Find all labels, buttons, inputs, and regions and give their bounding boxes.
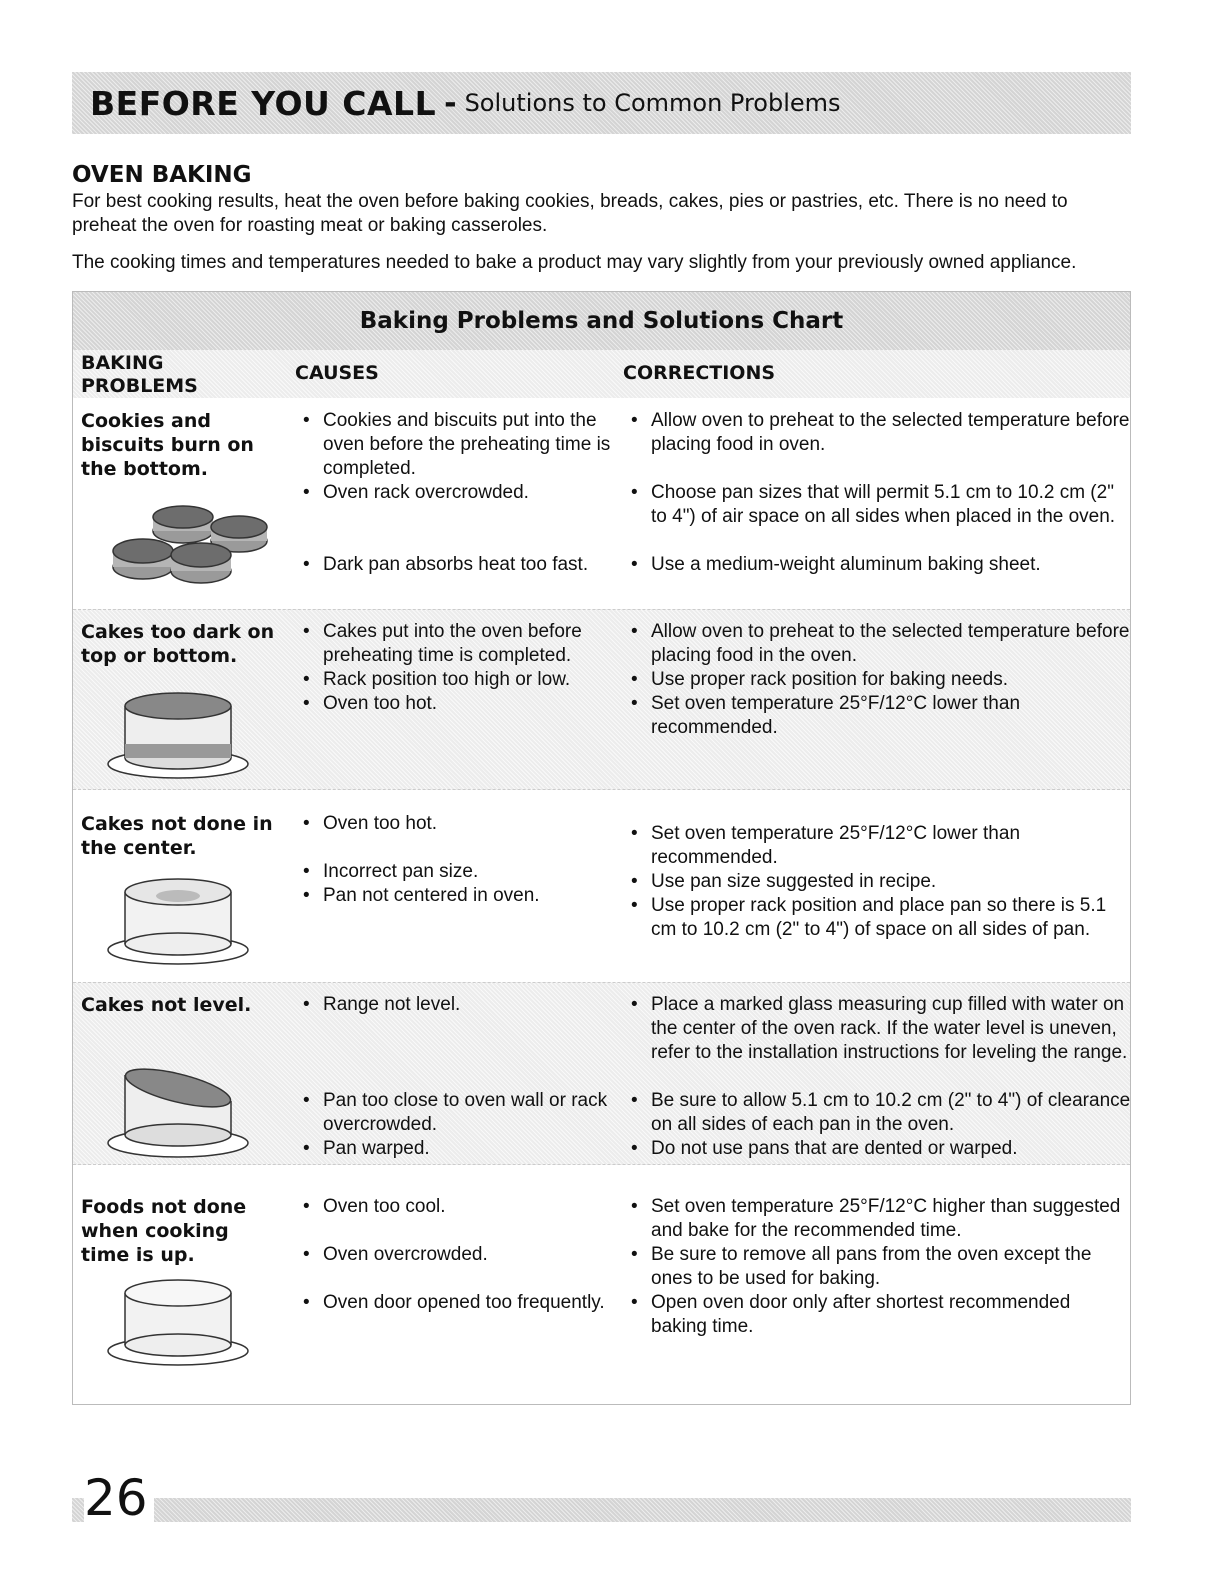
corrections-list bbox=[631, 993, 1131, 1163]
header-separator: - bbox=[444, 85, 457, 121]
causes-list bbox=[303, 409, 623, 599]
problem-row-foods-not-done bbox=[73, 1175, 1130, 1375]
column-header-causes: CAUSES bbox=[295, 362, 379, 384]
problem-label: Foods not done when cooking time is up. bbox=[81, 1196, 247, 1266]
correction-item: • Use a medium-weight aluminum baking sheet. bbox=[631, 553, 1131, 577]
correction-item: • Allow oven to preheat to the selected temperature before placing food in the oven. bbox=[631, 620, 1131, 668]
undone-cake-icon bbox=[103, 872, 253, 967]
correction-item: • Use pan size suggested in recipe. bbox=[631, 870, 1131, 894]
correction-item: • Do not use pans that are dented or warped. bbox=[631, 1137, 1131, 1161]
problem-label: Cakes not level. bbox=[81, 994, 252, 1016]
cause-item: • Dark pan absorbs heat too fast. bbox=[303, 553, 623, 577]
cake-icon bbox=[103, 1273, 253, 1368]
header-title: BEFORE YOU CALL bbox=[90, 83, 437, 123]
problem-label: Cakes too dark on top or bottom. bbox=[81, 621, 275, 667]
corrections-list bbox=[631, 1195, 1131, 1365]
footer-bar bbox=[72, 1498, 1131, 1522]
cause-item: • Pan too close to oven wall or rack overcrowded. bbox=[303, 1089, 623, 1137]
cookies-on-pan-icon bbox=[93, 505, 273, 595]
problem-row-cakes-not-done bbox=[73, 800, 1130, 975]
tilted-cake-icon bbox=[103, 1063, 253, 1158]
cause-item: • Oven too cool. bbox=[303, 1195, 623, 1219]
causes-list bbox=[303, 1195, 623, 1365]
column-header-problems: BAKING PROBLEMS bbox=[81, 352, 198, 397]
intro-paragraph-1: For best cooking results, heat the oven before baking cookies, breads, cakes, pies or pastries, etc. There is no need to preheat the oven for roasting meat or baking casseroles. bbox=[72, 191, 1068, 236]
problem-row-cookies bbox=[73, 409, 1130, 599]
cause-item: • Cakes put into the oven before preheating time is completed. bbox=[303, 620, 623, 668]
cause-item: • Oven too hot. bbox=[303, 812, 623, 836]
correction-item: • Use proper rack position and place pan so there is 5.1 cm to 10.2 cm (2" to 4") of space on all sides of pan. bbox=[631, 894, 1131, 942]
problem-label: Cakes not done in the center. bbox=[81, 813, 273, 859]
cause-item: • Rack position too high or low. bbox=[303, 668, 623, 692]
correction-item: • Set oven temperature 25°F/12°C higher than suggested and bake for the recommended time. bbox=[631, 1195, 1131, 1243]
section-title: OVEN BAKING bbox=[72, 162, 252, 188]
corrections-list bbox=[631, 409, 1131, 599]
causes-list bbox=[303, 993, 623, 1163]
cause-item: • Pan not centered in oven. bbox=[303, 884, 623, 908]
page-number: 26 bbox=[84, 1470, 154, 1526]
correction-item: • Allow oven to preheat to the selected temperature before placing food in oven. bbox=[631, 409, 1131, 457]
correction-item: • Use proper rack position for baking needs. bbox=[631, 668, 1131, 692]
corrections-list bbox=[631, 822, 1131, 972]
correction-item: • Be sure to allow 5.1 cm to 10.2 cm (2" to 4") of clearance on all sides of each pan in the oven. bbox=[631, 1089, 1131, 1137]
column-header-corrections: CORRECTIONS bbox=[623, 362, 776, 384]
correction-item: • Set oven temperature 25°F/12°C lower than recommended. bbox=[631, 822, 1131, 870]
correction-item: • Choose pan sizes that will permit 5.1 cm to 10.2 cm (2" to 4") of air space on all sides when placed in the oven. bbox=[631, 481, 1131, 529]
cause-item: • Incorrect pan size. bbox=[303, 860, 623, 884]
chart-title: Baking Problems and Solutions Chart bbox=[73, 292, 1130, 350]
cause-item: • Oven overcrowded. bbox=[303, 1243, 623, 1267]
correction-item: • Place a marked glass measuring cup filled with water on the center of the oven rack. If the water level is uneven, refer to the installation instructions for leveling the range. bbox=[631, 993, 1131, 1065]
cause-item: • Pan warped. bbox=[303, 1137, 623, 1161]
cause-item: • Cookies and biscuits put into the oven before the preheating time is completed. bbox=[303, 409, 623, 481]
intro-paragraph-2: The cooking times and temperatures needed to bake a product may vary slightly from your previously owned appliance. bbox=[72, 252, 1077, 273]
problem-row-cakes-too-dark bbox=[73, 609, 1130, 790]
corrections-list bbox=[631, 620, 1131, 780]
problem-label: Cookies and biscuits burn on the bottom. bbox=[81, 410, 254, 480]
cause-item: • Range not level. bbox=[303, 993, 623, 1017]
dark-cake-icon bbox=[103, 686, 253, 781]
cause-item: • Oven door opened too frequently. bbox=[303, 1291, 623, 1315]
correction-item: • Be sure to remove all pans from the oven except the ones to be used for baking. bbox=[631, 1243, 1131, 1291]
baking-problems-chart bbox=[72, 291, 1131, 1405]
causes-list bbox=[303, 620, 623, 780]
header-subtitle: Solutions to Common Problems bbox=[464, 89, 841, 117]
correction-item: • Open oven door only after shortest recommended baking time. bbox=[631, 1291, 1131, 1339]
problem-row-cakes-not-level bbox=[73, 982, 1130, 1165]
cause-item: • Oven rack overcrowded. bbox=[303, 481, 623, 505]
header-banner bbox=[72, 72, 1131, 134]
cause-item: • Oven too hot. bbox=[303, 692, 623, 716]
correction-item: • Set oven temperature 25°F/12°C lower than recommended. bbox=[631, 692, 1131, 740]
causes-list bbox=[303, 812, 623, 972]
